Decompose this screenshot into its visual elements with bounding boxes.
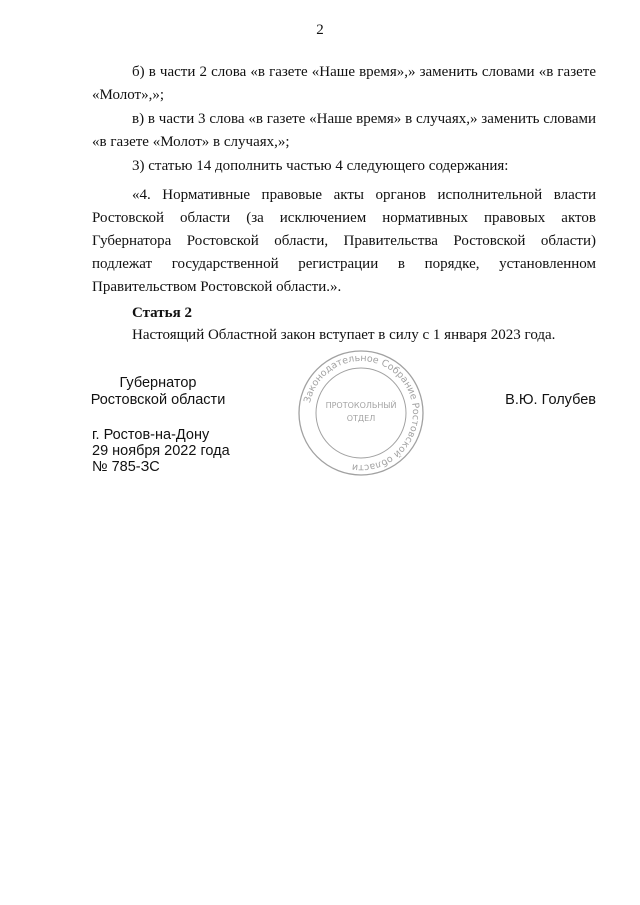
seal-outer-ring xyxy=(299,351,423,475)
signer-title-line-1: Губернатор xyxy=(119,375,197,391)
law-number: № 785-ЗС xyxy=(92,459,160,475)
place-date-block xyxy=(92,427,230,475)
article-2-text: Настоящий Областной закон вступает в силу с 1 января 2023 года. xyxy=(132,327,556,343)
seal-outer-text: Законодательное Собрание Ростовской области xyxy=(302,352,422,474)
seal-inner-text-2: ОТДЕЛ xyxy=(346,414,376,423)
official-seal xyxy=(296,348,426,478)
seal-inner-text-1: ПРОТОКОЛЬНЫЙ xyxy=(325,401,397,410)
paragraph-v: в) в части 3 слова «в газете «Наше время» в случаях,» заменить словами «в газете «Молот» в случаях,»; xyxy=(92,111,596,150)
paragraph-3: 3) статью 14 дополнить частью 4 следующего содержания: xyxy=(132,158,509,174)
page-number: 2 xyxy=(316,22,324,38)
signer-title-line-2: Ростовской области xyxy=(90,392,226,408)
paragraph-b: б) в части 2 слова «в газете «Наше время»,» заменить словами «в газете «Молот»,»; xyxy=(92,64,596,103)
seal-inner-ring xyxy=(316,368,406,458)
article-2-heading: Статья 2 xyxy=(132,305,192,321)
city: г. Ростов-на-Дону xyxy=(92,427,210,443)
signer-title xyxy=(88,375,228,409)
signer-name: В.Ю. Голубев xyxy=(505,392,596,408)
paragraph-part-4-text: «4. Нормативные правовые акты органов исполнительной власти Ростовской области (за исключением нормативных правовых актов Губернатора Ростовской области, Правительства Ростовской области) подлежат государственной регистрации в порядке, установленном Правительством Ростовской области.». xyxy=(92,187,596,295)
date: 29 ноября 2022 года xyxy=(92,443,230,459)
